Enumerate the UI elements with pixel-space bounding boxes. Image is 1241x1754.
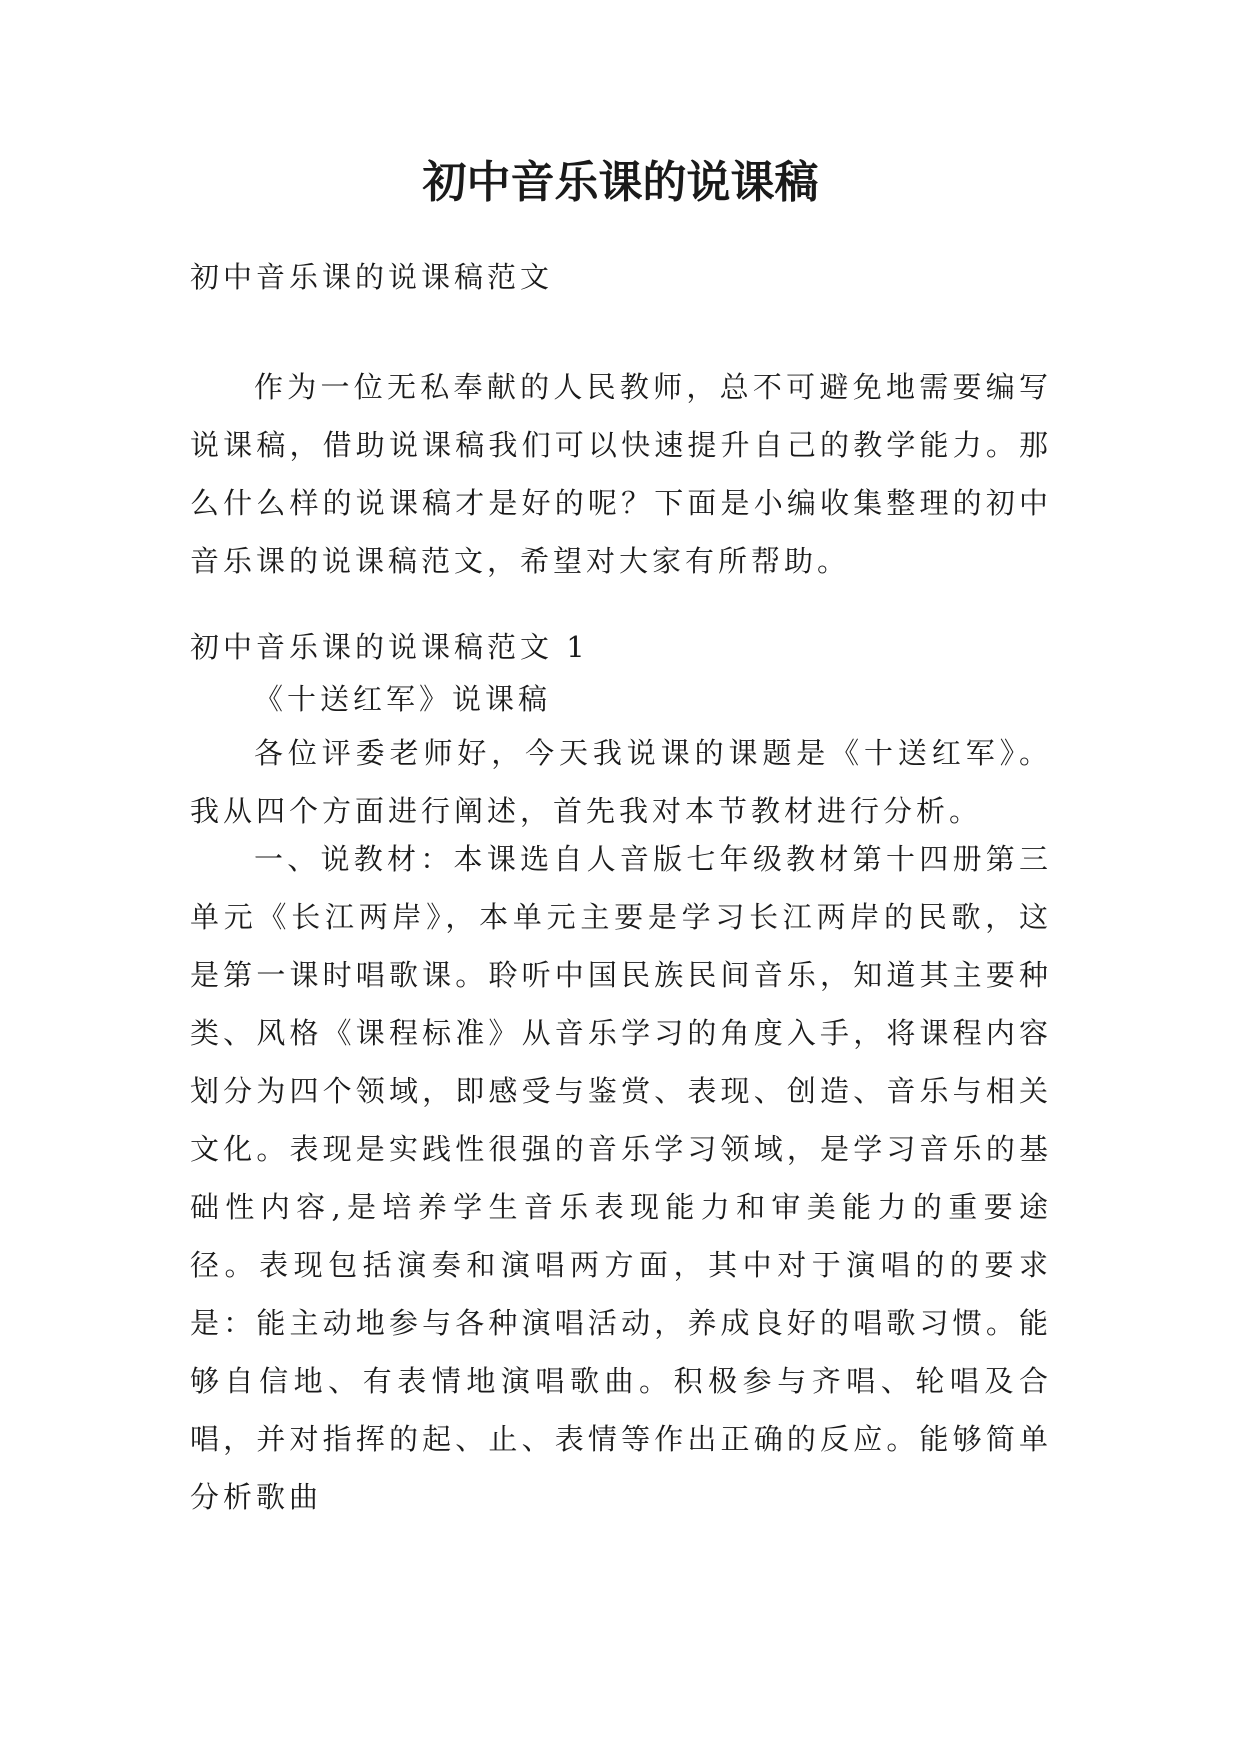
section-subtitle: 《十送红军》说课稿 — [254, 682, 552, 716]
section-heading: 初中音乐课的说课稿范文 1 — [190, 630, 589, 664]
opening-paragraph: 各位评委老师好，今天我说课的课题是《十送红军》。我从四个方面进行阐述，首先我对本节教材进行分析。 — [190, 736, 1052, 828]
intro-paragraph: 作为一位无私奉献的人民教师，总不可避免地需要编写说课稿，借助说课稿我们可以快速提升自己的教学能力。那么什么样的说课稿才是好的呢？下面是小编收集整理的初中音乐课的说课稿范文，希望对大家有所帮助。 — [190, 370, 1052, 578]
document-subtitle: 初中音乐课的说课稿范文 — [190, 260, 554, 294]
page-title: 初中音乐课的说课稿 — [422, 157, 819, 208]
textbook-paragraph: 一、说教材：本课选自人音版七年级教材第十四册第三单元《长江两岸》，本单元主要是学习长江两岸的民歌，这是第一课时唱歌课。聆听中国民族民间音乐，知道其主要种类、风格《课程标准》从音乐学习的角度入手，将课程内容划分为四个领域，即感受与鉴赏、表现、创造、音乐与相关文化。表现是实践性很强的音乐学习领域，是学习音乐的基础性内容,是培养学生音乐表现能力和审美能力的重要途径。表现包括演奏和演唱两方面，其中对于演唱的的要求是：能主动地参与各种演唱活动，养成良好的唱歌习惯。能够自信地、有表情地演唱歌曲。积极参与齐唱、轮唱及合唱，并对指挥的起、止、表情等作出正确的反应。能够简单分析歌曲 — [190, 842, 1052, 1514]
